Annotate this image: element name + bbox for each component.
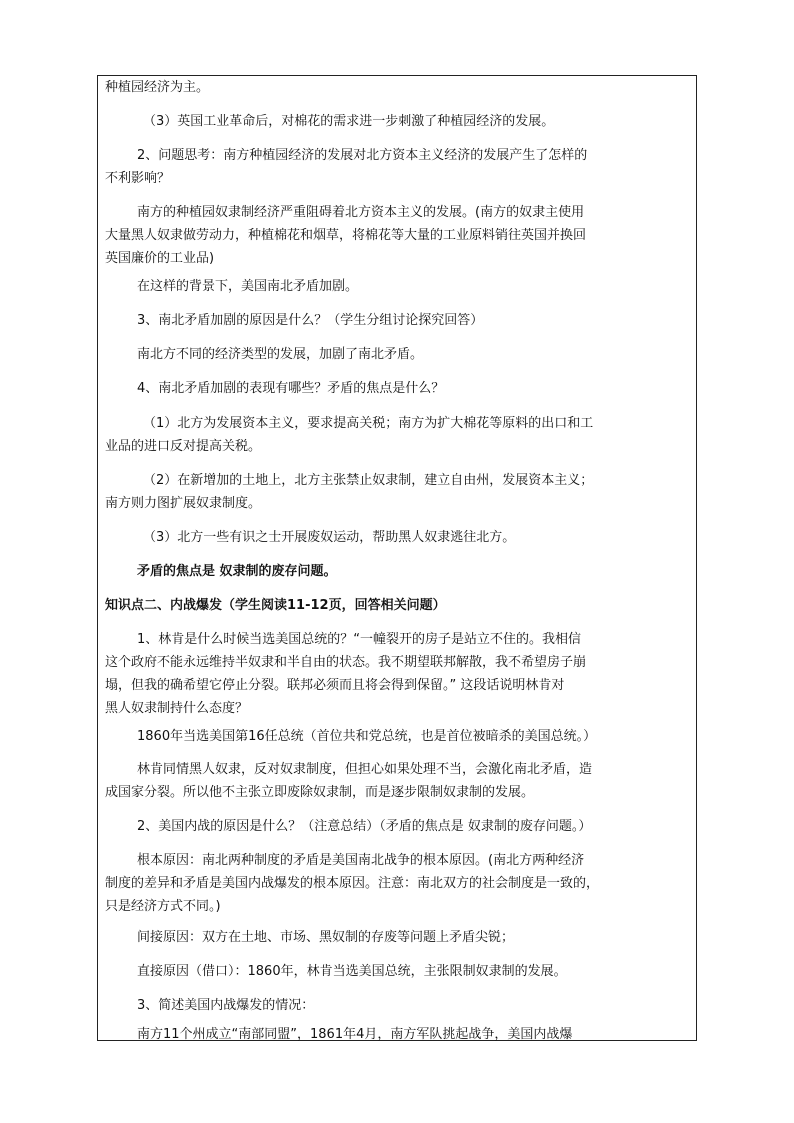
text-line: 南方的种植园奴隶制经济严重阻碍着北方资本主义的发展。(南方的奴隶主使用 [137,205,585,220]
text-line: 2、美国内战的原因是什么？（注意总结）（矛盾的焦点是 奴隶制的废存问题。） [137,819,592,834]
text-line: 这个政府不能永远维持半奴隶和半自由的状态。我不期望联邦解散，我不希望房子崩 [105,655,587,670]
text-line: 只是经济方式不同。) [105,899,221,914]
text-line: 塌，但我的确希望它停止分裂。联邦必须而且将会得到保留。” 这段话说明林肯对 [105,678,565,693]
text-line: 3、南北矛盾加剧的原因是什么？（学生分组讨论探究回答） [137,313,484,328]
section-heading: 知识点二、内战爆发（学生阅读11-12页，回答相关问题） [105,598,446,613]
text-line: 间接原因：双方在土地、市场、黑奴制的存废等问题上矛盾尖锐； [137,930,515,945]
text-line: （2）在新增加的土地上，北方主张禁止奴隶制，建立自由州，发展资本主义； [143,473,594,488]
text-line: 根本原因：南北两种制度的矛盾是美国南北战争的根本原因。(南北方两种经济 [137,853,585,868]
text-line: 在这样的背景下，美国南北矛盾加剧。 [137,279,359,294]
text-line: 2、问题思考：南方种植园经济的发展对北方资本主义经济的发展产生了怎样的 [137,148,588,163]
text-line: 黑人奴隶制持什么态度？ [105,701,249,716]
focus-statement: 矛盾的焦点是 奴隶制的废存问题。 [137,564,337,579]
text-line: （1）北方为发展资本主义，要求提高关税；南方为扩大棉花等原料的出口和工 [143,416,594,431]
text-line: 3、简述美国内战爆发的情况： [137,998,315,1013]
text-line: 业品的进口反对提高关税。 [105,439,262,454]
text-line: 不利影响？ [105,171,171,186]
text-line: （3）英国工业革命后，对棉花的需求进一步刺激了种植园经济的发展。 [143,114,555,129]
text-line: 南北方不同的经济类型的发展，加剧了南北矛盾。 [137,347,424,362]
text-line: 英国廉价的工业品) [105,251,215,266]
text-line: 南方则力图扩展奴隶制度。 [105,496,262,511]
text-line: 4、南北矛盾加剧的表现有哪些？矛盾的焦点是什么？ [137,381,445,396]
text-line: 直接原因（借口）：1860年，林肯当选美国总统，主张限制奴隶制的发展。 [137,964,567,979]
text-line: 制度的差异和矛盾是美国内战爆发的根本原因。注意：南北双方的社会制度是一致的， [105,876,600,891]
text-line: 大量黑人奴隶做劳动力，种植棉花和烟草，将棉花等大量的工业原料销往英国并换回 [105,228,587,243]
text-line: （3）北方一些有识之士开展废奴运动，帮助黑人奴隶逃往北方。 [143,530,516,545]
text-line: 南方11个州成立“南部同盟”，1861年4月，南方军队挑起战争，美国内战爆 [137,1027,573,1042]
text-line: 成国家分裂。所以他不主张立即废除奴隶制，而是逐步限制奴隶制的发展。 [105,785,535,800]
text-line: 1860年当选美国第16任总统（首位共和党总统，也是首位被暗杀的美国总统。） [137,729,597,744]
text-line: 种植园经济为主。 [105,80,210,95]
text-line: 1、林肯是什么时候当选美国总统的？“一幢裂开的房子是站立不住的。我相信 [137,632,582,647]
text-line: 林肯同情黑人奴隶，反对奴隶制度，但担心如果处理不当，会激化南北矛盾，造 [137,762,593,777]
